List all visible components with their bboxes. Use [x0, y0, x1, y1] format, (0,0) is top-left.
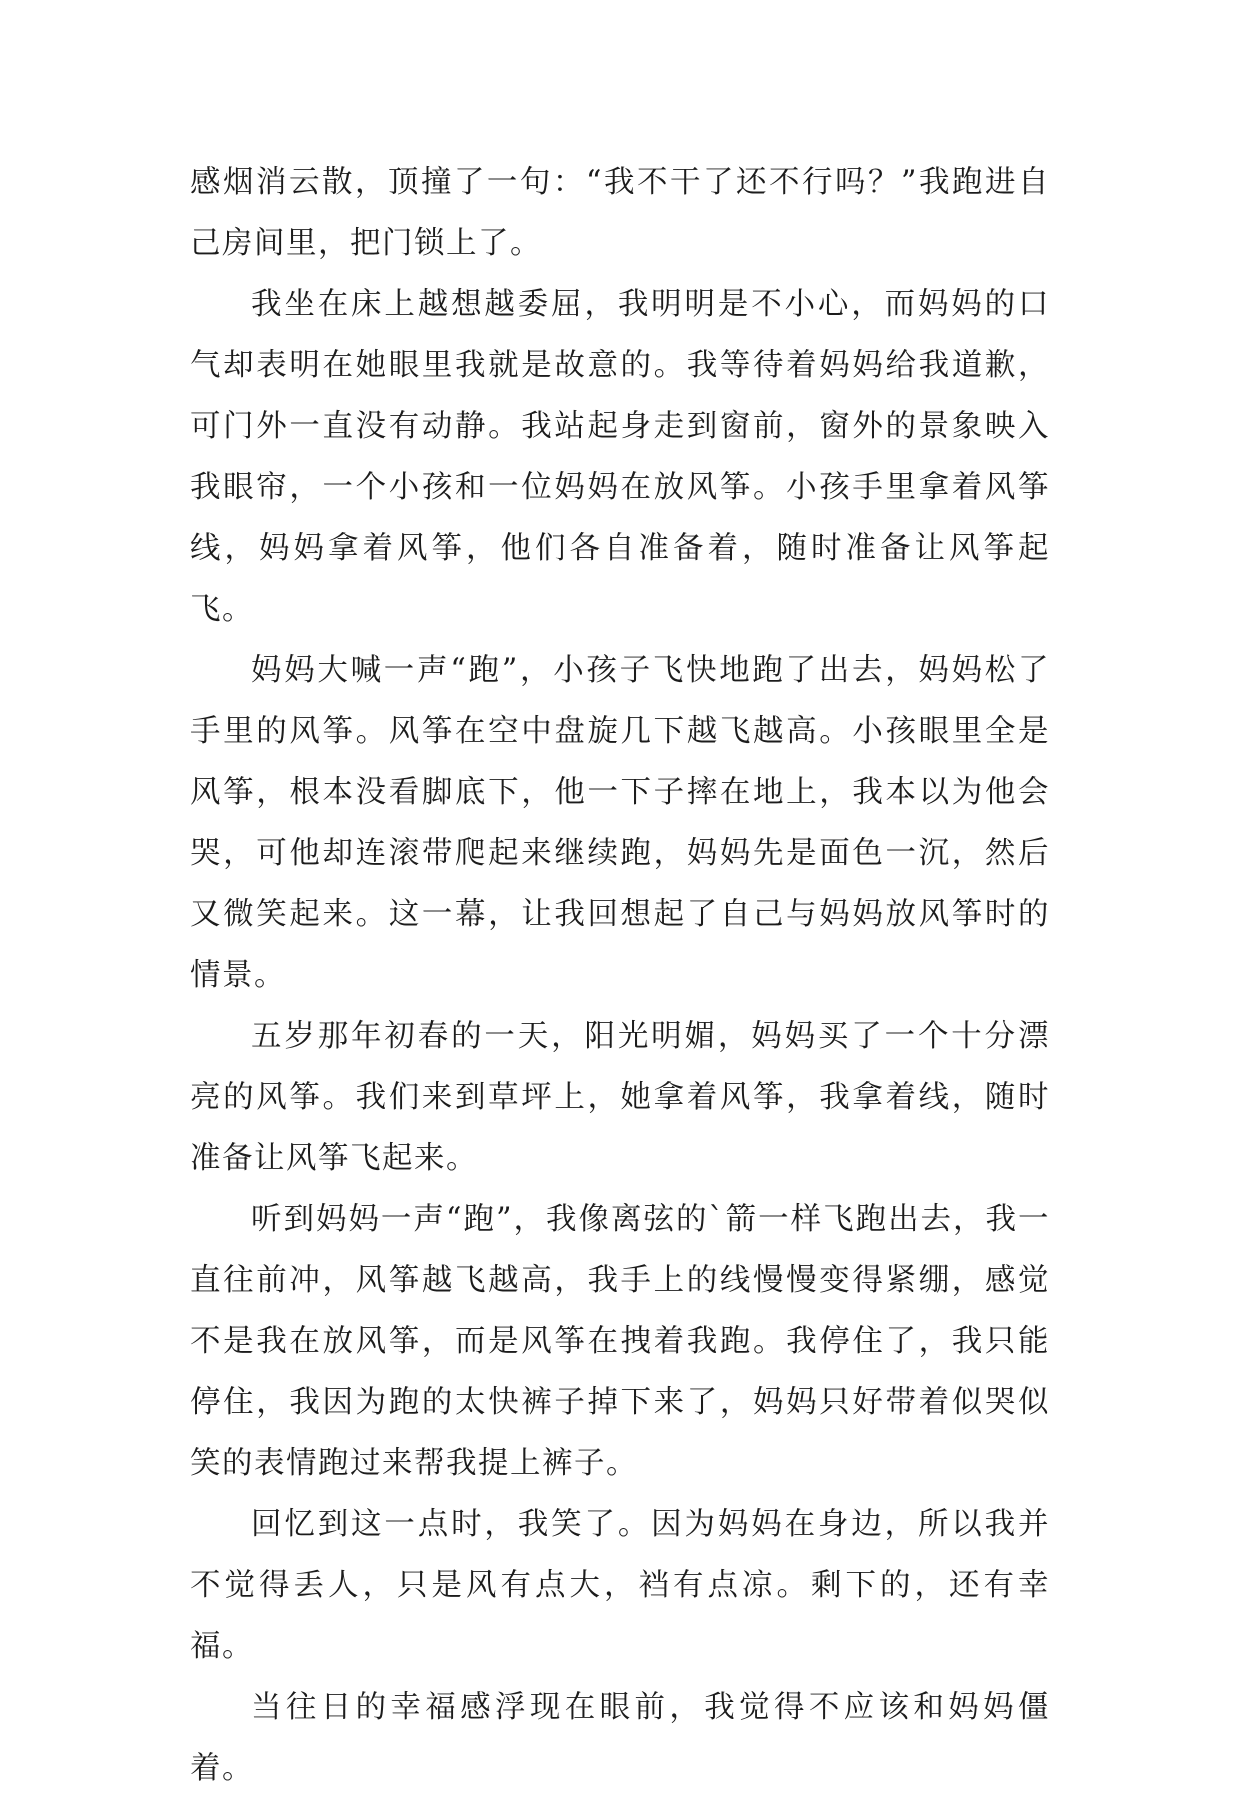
paragraph-2: 我坐在床上越想越委屈，我明明是不小心，而妈妈的口气却表明在她眼里我就是故意的。我等待着妈妈给我道歉，可门外一直没有动静。我站起身走到窗前，窗外的景象映入我眼帘，一个小孩和一位妈妈在放风筝。小孩手里拿着风筝线，妈妈拿着风筝，他们各自准备着，随时准备让风筝起飞。 [190, 287, 1050, 627]
paragraph-7: 当往日的幸福感浮现在眼前，我觉得不应该和妈妈僵着。 [190, 1690, 1050, 1786]
document-body [190, 152, 1050, 1799]
paragraph-4: 五岁那年初春的一天，阳光明媚，妈妈买了一个十分漂亮的风筝。我们来到草坪上，她拿着风筝，我拿着线，随时准备让风筝飞起来。 [190, 1019, 1050, 1176]
paragraph-3: 妈妈大喊一声“跑”，小孩子飞快地跑了出去，妈妈松了手里的风筝。风筝在空中盘旋几下越飞越高。小孩眼里全是风筝，根本没看脚底下，他一下子摔在地上，我本以为他会哭，可他却连滚带爬起来继续跑，妈妈先是面色一沉，然后又微笑起来。这一幕，让我回想起了自己与妈妈放风筝时的情景。 [190, 653, 1050, 993]
paragraph-5: 听到妈妈一声“跑”，我像离弦的`箭一样飞跑出去，我一直往前冲，风筝越飞越高，我手上的线慢慢变得紧绷，感觉不是我在放风筝，而是风筝在拽着我跑。我停住了，我只能停住，我因为跑的太快裤子掉下来了，妈妈只好带着似哭似笑的表情跑过来帮我提上裤子。 [190, 1202, 1050, 1481]
paragraph-1: 感烟消云散，顶撞了一句：“我不干了还不行吗？”我跑进自己房间里，把门锁上了。 [190, 165, 1050, 261]
paragraph-6: 回忆到这一点时，我笑了。因为妈妈在身边，所以我并不觉得丢人，只是风有点大，裆有点凉。剩下的，还有幸福。 [190, 1507, 1050, 1664]
